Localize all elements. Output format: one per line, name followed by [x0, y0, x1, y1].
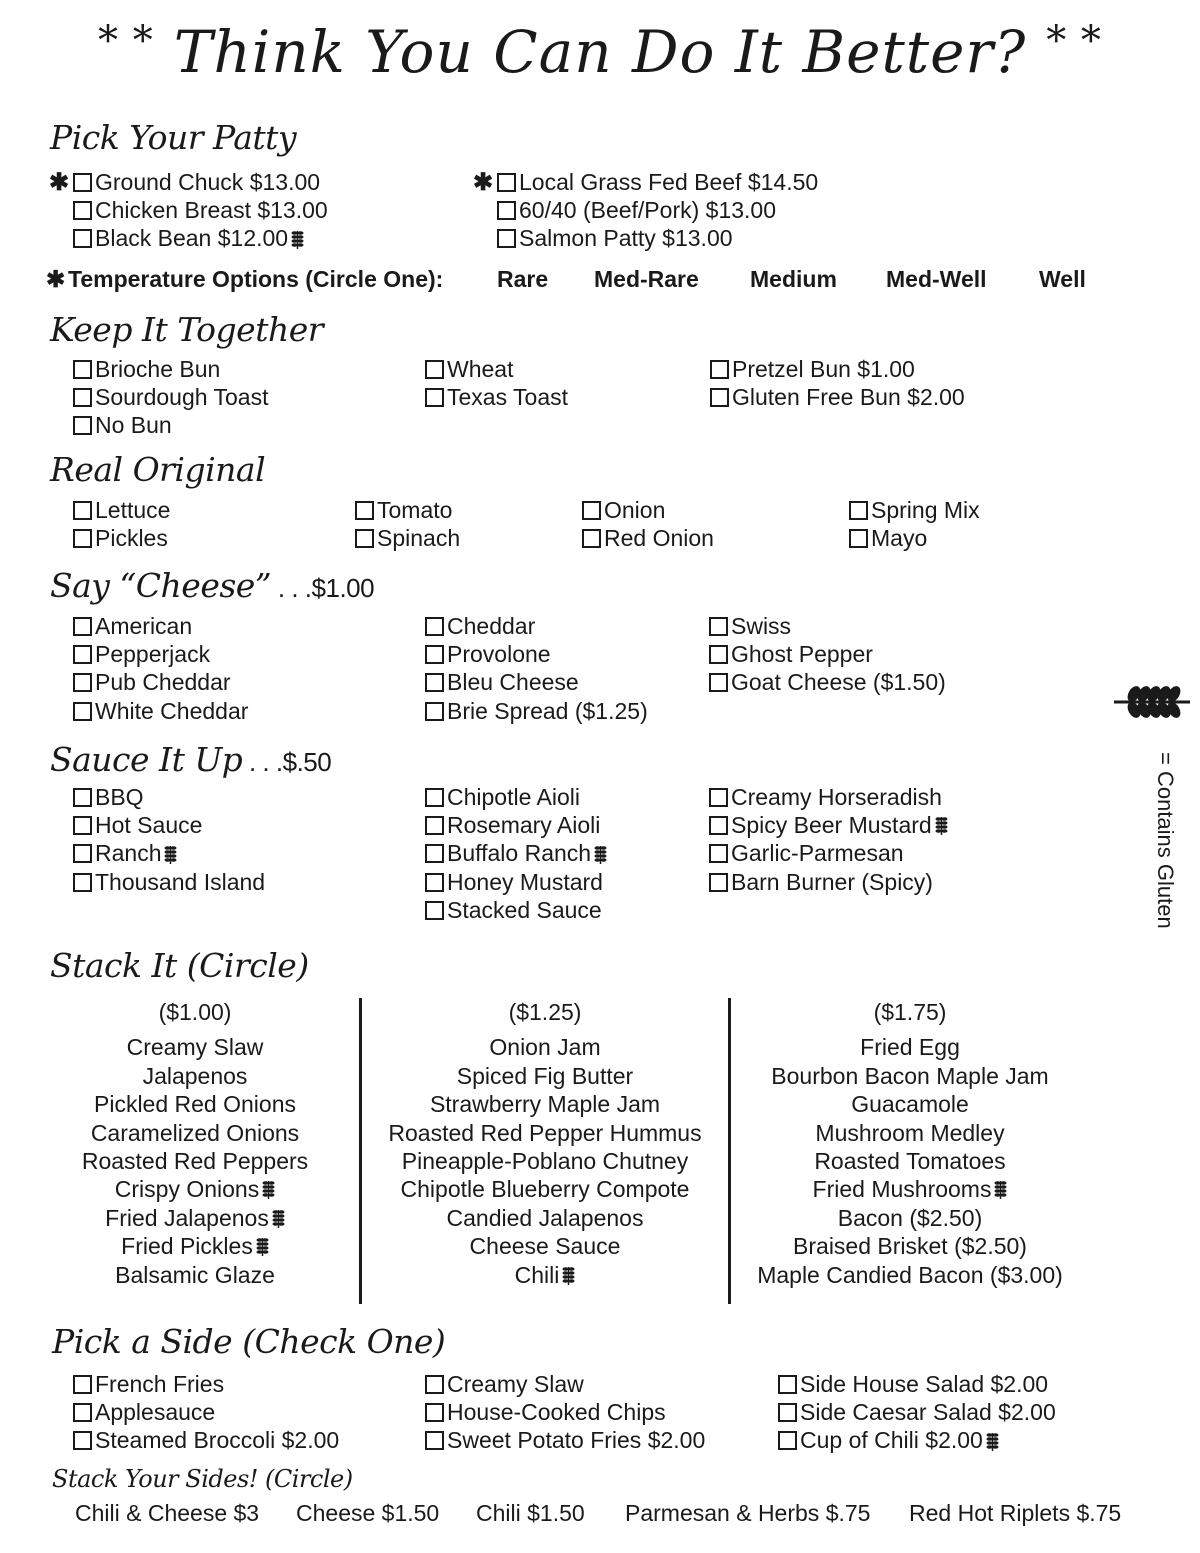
stack-side-option[interactable]: Red Hot Riplets $.75 [909, 1500, 1122, 1526]
option-label: Wheat [447, 355, 514, 382]
option-label: Black Bean $12.00 [95, 225, 289, 252]
checkbox[interactable] [425, 1375, 444, 1394]
option-label: Buffalo Ranch [447, 840, 592, 867]
stack-option[interactable] [740, 1033, 1080, 1061]
stack-option-label: Fried Mushrooms [812, 1176, 992, 1203]
option-label: Pickles [95, 524, 168, 551]
cheese-heading-text: Say “Cheese” [50, 566, 272, 605]
wheat-icon [164, 844, 177, 864]
stack-option[interactable] [740, 1062, 1080, 1090]
stack-option-label: Strawberry Maple Jam [429, 1091, 661, 1118]
option-label: Sourdough Toast [95, 383, 269, 410]
wheat-icon [291, 229, 304, 249]
section-heading-cheese [50, 566, 374, 605]
sauce-price: . . .$.50 [242, 747, 332, 777]
option-label: 60/40 (Beef/Pork) $13.00 [519, 196, 776, 223]
menu-option[interactable] [73, 1427, 339, 1455]
legend-wheat-icon [1112, 680, 1192, 740]
menu-option[interactable] [73, 1398, 339, 1426]
menu-option[interactable] [709, 868, 948, 896]
checkbox[interactable] [582, 501, 601, 520]
checkbox[interactable] [73, 617, 92, 636]
menu-option[interactable] [425, 840, 607, 868]
stack-option-label: Creamy Slaw [126, 1034, 264, 1061]
menu-option[interactable] [73, 524, 170, 552]
stack-option[interactable] [740, 1119, 1080, 1147]
wheat-icon [262, 1179, 275, 1199]
checkbox[interactable] [73, 1431, 92, 1450]
required-star-icon: ✱ [473, 168, 494, 196]
temperature-options [46, 266, 1146, 296]
cheese-col2 [425, 612, 648, 725]
option-label: Cheddar [447, 612, 536, 639]
wheat-icon [272, 1208, 285, 1228]
option-label: Ground Chuck $13.00 [95, 168, 321, 195]
stack-option-label: Caramelized Onions [90, 1119, 300, 1146]
wheat-icon [256, 1236, 269, 1256]
section-heading-sauce [50, 740, 331, 779]
menu-option[interactable] [709, 669, 946, 697]
menu-option[interactable] [710, 355, 965, 383]
stack-col-1 [45, 998, 345, 1289]
temp-option-well[interactable]: Well [1039, 266, 1086, 292]
checkbox[interactable] [73, 388, 92, 407]
menu-option[interactable] [73, 669, 248, 697]
stack-option-label: Chili [514, 1261, 560, 1288]
menu-option[interactable] [73, 640, 248, 668]
stack-option-label: Roasted Tomatoes [814, 1147, 1006, 1174]
checkbox[interactable] [355, 529, 374, 548]
stack-option-label: Fried Pickles [121, 1233, 253, 1260]
option-label: Pretzel Bun $1.00 [732, 355, 915, 382]
menu-option[interactable] [425, 612, 648, 640]
stack-option[interactable] [45, 1062, 345, 1090]
stack-option[interactable] [370, 1175, 720, 1203]
checkbox[interactable] [73, 673, 92, 692]
original-col4 [849, 496, 980, 553]
sauce-col2 [425, 783, 607, 924]
checkbox[interactable] [497, 229, 516, 248]
section-heading-original: Real Original [50, 450, 266, 489]
checkbox[interactable] [710, 388, 729, 407]
menu-option[interactable] [778, 1370, 1056, 1398]
option-label: BBQ [95, 783, 144, 810]
option-label: Local Grass Fed Beef $14.50 [519, 168, 819, 195]
option-label: Spicy Beer Mustard [731, 811, 932, 838]
menu-option[interactable] [709, 811, 948, 839]
original-col2 [355, 496, 460, 553]
cheese-col1 [73, 612, 248, 725]
section-heading-stack-sides: Stack Your Sides! (Circle) [52, 1465, 353, 1493]
option-label: Onion [604, 496, 666, 523]
menu-option[interactable] [709, 783, 948, 811]
original-col3 [582, 496, 714, 553]
checkbox[interactable] [73, 844, 92, 863]
stack-option-label: Pineapple-Poblano Chutney [401, 1147, 689, 1174]
option-label: Salmon Patty $13.00 [519, 225, 733, 252]
menu-option[interactable] [73, 412, 269, 440]
stack-option-label: Maple Candied Bacon ($3.00) [757, 1261, 1063, 1288]
option-label: Chipotle Aioli [447, 783, 580, 810]
option-label: White Cheddar [95, 697, 249, 724]
checkbox[interactable] [425, 360, 444, 379]
wheat-icon [994, 1179, 1007, 1199]
sauce-col3 [709, 783, 948, 896]
option-label: Side House Salad $2.00 [800, 1370, 1049, 1397]
wheat-icon [986, 1431, 999, 1451]
checkbox[interactable] [778, 1403, 797, 1422]
temperature-label: Temperature Options (Circle One): [68, 266, 444, 292]
stack-option-label: Roasted Red Peppers [81, 1147, 309, 1174]
option-label: Tomato [377, 496, 453, 523]
checkbox[interactable] [709, 788, 728, 807]
stack-divider-1 [359, 998, 362, 1304]
menu-option[interactable] [425, 383, 568, 411]
stack-col-2 [370, 998, 720, 1289]
checkbox[interactable] [425, 617, 444, 636]
stack-option[interactable] [740, 1204, 1080, 1232]
checkbox[interactable] [709, 873, 728, 892]
checkbox[interactable] [73, 788, 92, 807]
menu-option[interactable] [355, 496, 460, 524]
original-col1 [73, 496, 170, 553]
title-stars-right: * * [1046, 18, 1102, 64]
menu-option[interactable] [473, 168, 819, 196]
stack-option-label: Guacamole [851, 1091, 969, 1118]
stack-option[interactable] [740, 1090, 1080, 1118]
stack-option[interactable] [45, 1261, 345, 1289]
section-heading-stack: Stack It (Circle) [50, 946, 309, 985]
stack-option[interactable] [45, 1232, 345, 1260]
menu-option[interactable] [73, 355, 269, 383]
option-label: Hot Sauce [95, 811, 203, 838]
wheat-icon [562, 1265, 575, 1285]
menu-option[interactable] [73, 783, 265, 811]
stack-option-label: Bacon ($2.50) [837, 1204, 983, 1231]
checkbox[interactable] [849, 501, 868, 520]
stack-side-option[interactable]: Chili $1.50 [476, 1500, 585, 1526]
temp-option-rare[interactable]: Rare [497, 266, 549, 292]
section-heading-bun: Keep It Together [50, 310, 324, 349]
menu-option[interactable] [425, 669, 648, 697]
checkbox[interactable] [73, 360, 92, 379]
menu-option[interactable] [710, 383, 965, 411]
option-label: Side Caesar Salad $2.00 [800, 1398, 1056, 1425]
temp-option-med-well[interactable]: Med-Well [886, 266, 987, 292]
menu-option[interactable] [709, 612, 946, 640]
stack-option[interactable] [45, 1033, 345, 1061]
option-label: Applesauce [95, 1398, 216, 1425]
checkbox[interactable] [709, 844, 728, 863]
menu-option[interactable] [778, 1398, 1056, 1426]
menu-option[interactable] [49, 168, 328, 196]
stack-option[interactable] [370, 1204, 720, 1232]
checkbox[interactable] [425, 673, 444, 692]
option-label: Spinach [377, 524, 461, 551]
menu-option[interactable] [73, 811, 265, 839]
option-label: Goat Cheese ($1.50) [731, 669, 946, 696]
menu-option[interactable] [425, 355, 568, 383]
option-label: Creamy Slaw [447, 1370, 584, 1397]
checkbox[interactable] [425, 816, 444, 835]
checkbox[interactable] [425, 645, 444, 664]
stack-side-option[interactable]: Chili & Cheese $3 [75, 1500, 260, 1526]
temperature-star: ✱ [46, 266, 66, 292]
checkbox[interactable] [73, 1403, 92, 1422]
wheat-icon [935, 815, 948, 835]
menu-option[interactable] [355, 524, 460, 552]
checkbox[interactable] [425, 702, 444, 721]
stack-divider-2 [728, 998, 731, 1304]
option-label: Chicken Breast $13.00 [95, 196, 328, 223]
checkbox[interactable] [73, 529, 92, 548]
title-text: Think You Can Do It Better? [173, 18, 1027, 86]
temp-option-medium[interactable]: Medium [750, 266, 837, 292]
option-label: Brioche Bun [95, 355, 221, 382]
menu-option[interactable] [73, 496, 170, 524]
option-label: Stacked Sauce [447, 896, 602, 923]
checkbox[interactable] [849, 529, 868, 548]
menu-option[interactable] [425, 1370, 705, 1398]
checkbox[interactable] [425, 1431, 444, 1450]
checkbox[interactable] [497, 201, 516, 220]
checkbox[interactable] [497, 173, 516, 192]
menu-option[interactable] [582, 496, 714, 524]
wheat-icon [594, 844, 607, 864]
option-label: Brie Spread ($1.25) [447, 697, 648, 724]
checkbox[interactable] [73, 229, 92, 248]
menu-option[interactable] [425, 1427, 705, 1455]
checkbox[interactable] [73, 501, 92, 520]
checkbox[interactable] [73, 1375, 92, 1394]
option-label: Ghost Pepper [731, 640, 873, 667]
stack-option-label: Mushroom Medley [815, 1119, 1005, 1146]
menu-option[interactable] [73, 697, 248, 725]
required-star-icon: ✱ [49, 168, 70, 196]
menu-option[interactable] [497, 225, 818, 253]
stack-side-option[interactable]: Cheese $1.50 [296, 1500, 440, 1526]
checkbox[interactable] [582, 529, 601, 548]
option-label: Thousand Island [95, 868, 266, 895]
checkbox[interactable] [425, 1403, 444, 1422]
option-label: Barn Burner (Spicy) [731, 868, 933, 895]
checkbox[interactable] [709, 816, 728, 835]
menu-option[interactable] [582, 524, 714, 552]
option-label: Cup of Chili $2.00 [800, 1427, 983, 1454]
checkbox[interactable] [778, 1431, 797, 1450]
cheese-col3 [709, 612, 946, 697]
side-col3 [778, 1370, 1056, 1455]
checkbox[interactable] [73, 816, 92, 835]
option-label: French Fries [95, 1370, 225, 1397]
checkbox[interactable] [73, 173, 92, 192]
option-label: Texas Toast [447, 383, 569, 410]
menu-option[interactable] [425, 640, 648, 668]
menu-option[interactable] [425, 1398, 705, 1426]
menu-option[interactable] [425, 868, 607, 896]
option-label: Bleu Cheese [447, 669, 579, 696]
stack-option-label: Fried Egg [860, 1034, 960, 1061]
checkbox[interactable] [355, 501, 374, 520]
stack-option-label: Balsamic Glaze [115, 1261, 275, 1288]
menu-option[interactable] [73, 196, 328, 224]
stack-option[interactable] [370, 1232, 720, 1260]
stack-option-label: Cheese Sauce [469, 1233, 621, 1260]
checkbox[interactable] [710, 360, 729, 379]
option-label: Rosemary Aioli [447, 811, 601, 838]
stack-option[interactable] [370, 1033, 720, 1061]
stack-option-label: Fried Jalapenos [105, 1204, 269, 1231]
option-label: No Bun [95, 412, 172, 439]
menu-option[interactable] [709, 840, 948, 868]
checkbox[interactable] [73, 416, 92, 435]
menu-option[interactable] [709, 640, 946, 668]
checkbox[interactable] [425, 388, 444, 407]
stack-option[interactable] [45, 1175, 345, 1203]
option-label: Red Onion [604, 524, 714, 551]
menu-option[interactable] [73, 612, 248, 640]
option-label: Steamed Broccoli $2.00 [95, 1427, 340, 1454]
stack-option[interactable] [45, 1204, 345, 1232]
menu-option[interactable] [425, 697, 648, 725]
section-heading-side: Pick a Side (Check One) [52, 1322, 446, 1361]
patty-col1 [49, 168, 328, 253]
menu-option[interactable] [425, 896, 607, 924]
menu-option[interactable] [73, 868, 265, 896]
patty-col2 [473, 168, 819, 253]
checkbox[interactable] [709, 645, 728, 664]
checkbox[interactable] [425, 873, 444, 892]
option-label: Pepperjack [95, 640, 211, 667]
bun-col2 [425, 355, 568, 412]
title-stars-left: * * [98, 18, 154, 64]
stack-option-label: Candied Jalapenos [446, 1204, 644, 1231]
stack-option[interactable] [740, 1175, 1080, 1203]
temp-option-med-rare[interactable]: Med-Rare [594, 266, 699, 292]
checkbox[interactable] [709, 617, 728, 636]
menu-option[interactable] [73, 383, 269, 411]
stack-option[interactable] [740, 1232, 1080, 1260]
option-label: Sweet Potato Fries $2.00 [447, 1427, 706, 1454]
checkbox[interactable] [73, 645, 92, 664]
menu-option[interactable] [73, 840, 265, 868]
option-label: Creamy Horseradish [731, 783, 942, 810]
page-title [0, 18, 1200, 86]
stack-col-3 [740, 998, 1080, 1289]
menu-option[interactable] [778, 1427, 1056, 1455]
option-label: Provolone [447, 640, 551, 667]
checkbox[interactable] [709, 673, 728, 692]
stack-option[interactable] [45, 1090, 345, 1118]
menu-option[interactable] [849, 496, 980, 524]
stack-option[interactable] [45, 1147, 345, 1175]
menu-option[interactable] [849, 524, 980, 552]
stack-price: ($1.75) [873, 999, 947, 1025]
stack-option[interactable] [370, 1119, 720, 1147]
option-label: Gluten Free Bun $2.00 [732, 383, 965, 410]
legend-text: = Contains Gluten [1153, 752, 1178, 929]
option-label: Mayo [871, 524, 928, 551]
stack-option[interactable] [740, 1147, 1080, 1175]
checkbox[interactable] [425, 788, 444, 807]
stack-option-label: Bourbon Bacon Maple Jam [771, 1062, 1049, 1089]
checkbox[interactable] [73, 873, 92, 892]
side-col1 [73, 1370, 339, 1455]
stack-price: ($1.25) [508, 999, 582, 1025]
sauce-col1 [73, 783, 265, 896]
stack-option-label: Roasted Red Pepper Hummus [388, 1119, 702, 1146]
option-label: Spring Mix [871, 496, 980, 523]
checkbox[interactable] [73, 702, 92, 721]
stack-option-label: Spiced Fig Butter [456, 1062, 634, 1089]
stack-option[interactable] [370, 1062, 720, 1090]
menu-option[interactable] [73, 225, 328, 253]
option-label: Garlic-Parmesan [731, 840, 904, 867]
bun-col1 [73, 355, 269, 440]
stack-option[interactable] [370, 1261, 720, 1289]
stack-option-label: Braised Brisket ($2.50) [793, 1233, 1027, 1260]
stack-option-label: Pickled Red Onions [94, 1091, 296, 1118]
stack-option[interactable] [370, 1090, 720, 1118]
stack-option-label: Crispy Onions [114, 1176, 260, 1203]
stack-sides-options [0, 1500, 1200, 1530]
option-label: Pub Cheddar [95, 669, 231, 696]
bun-col3 [710, 355, 965, 412]
option-label: Lettuce [95, 496, 171, 523]
menu-option[interactable] [497, 196, 818, 224]
cheese-price: . . .$1.00 [271, 573, 375, 603]
section-heading-patty: Pick Your Patty [50, 118, 297, 157]
checkbox[interactable] [425, 901, 444, 920]
option-label: American [95, 612, 193, 639]
option-label: Ranch [95, 840, 162, 867]
menu-option[interactable] [425, 783, 607, 811]
checkbox[interactable] [425, 844, 444, 863]
option-label: Swiss [731, 612, 792, 639]
option-label: Honey Mustard [447, 868, 603, 895]
option-label: House-Cooked Chips [447, 1398, 666, 1425]
stack-option[interactable] [370, 1147, 720, 1175]
checkbox[interactable] [778, 1375, 797, 1394]
stack-option-label: Onion Jam [489, 1034, 601, 1061]
stack-option[interactable] [45, 1119, 345, 1147]
stack-option[interactable] [740, 1261, 1080, 1289]
menu-option[interactable] [73, 1370, 339, 1398]
checkbox[interactable] [73, 201, 92, 220]
stack-side-option[interactable]: Parmesan & Herbs $.75 [625, 1500, 871, 1526]
side-col2 [425, 1370, 705, 1455]
stack-option-label: Chipotle Blueberry Compote [400, 1176, 690, 1203]
sauce-heading-text: Sauce It Up [50, 740, 243, 779]
stack-price: ($1.00) [158, 999, 232, 1025]
menu-option[interactable] [425, 811, 607, 839]
stack-option-label: Jalapenos [142, 1062, 248, 1089]
